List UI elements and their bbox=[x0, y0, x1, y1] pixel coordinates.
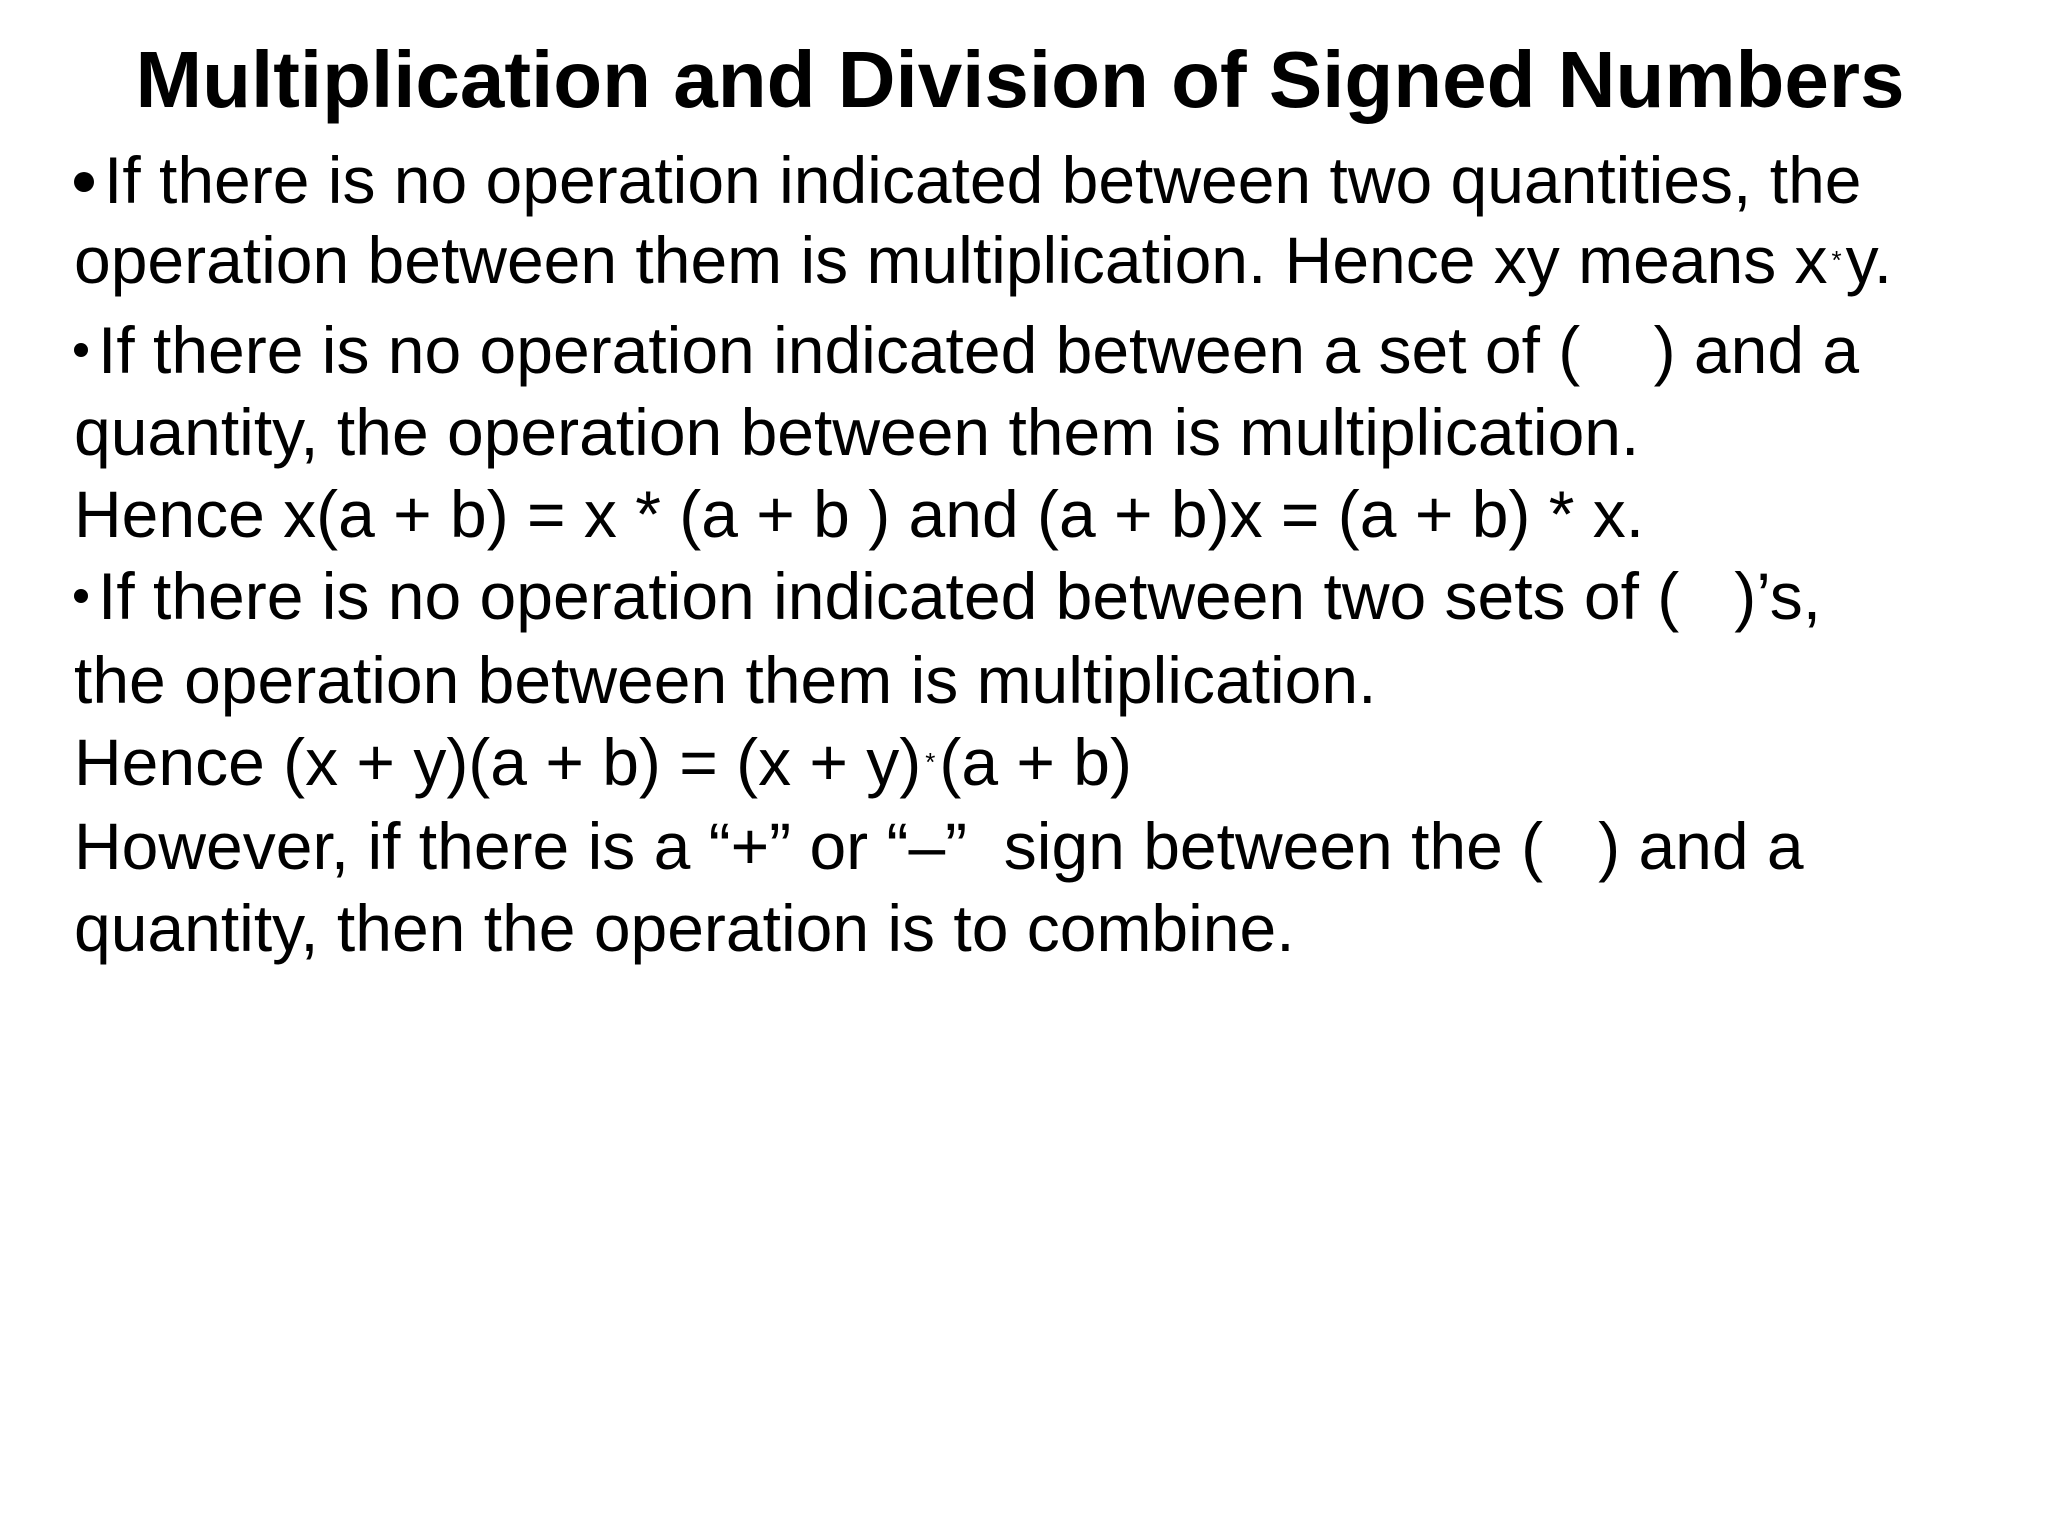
multiply-star: * bbox=[1831, 244, 1842, 275]
bullet-3-text-1: If there is no operation indicated between two sets of ( )’s, bbox=[98, 559, 1822, 633]
bullet-1-text-2-end: y. bbox=[1845, 223, 1893, 297]
bullet-3-line-3 bbox=[74, 722, 1132, 808]
multiply-star: * bbox=[925, 746, 936, 777]
bullet-3-text-3-end: (a + b) bbox=[939, 725, 1132, 799]
bullet-dot-icon bbox=[74, 343, 88, 357]
note-line-2 bbox=[74, 888, 1295, 968]
bullet-3-text-2: the operation between them is multiplication. bbox=[74, 643, 1377, 717]
bullet-2-line-1 bbox=[74, 310, 1859, 390]
note-line-1 bbox=[74, 806, 1804, 886]
bullet-2-line-2 bbox=[74, 392, 1639, 472]
bullet-1-text-1: If there is no operation indicated between two quantities, the bbox=[104, 143, 1862, 217]
bullet-2-text-1: If there is no operation indicated between a set of ( ) and a bbox=[98, 313, 1860, 387]
bullet-1-text-2: operation between them is multiplication. Hence xy means x bbox=[74, 223, 1828, 297]
bullet-3-text-3: Hence (x + y)(a + b) = (x + y) bbox=[74, 725, 922, 799]
bullet-2-text-3: Hence x(a + b) = x * (a + b ) and (a + b)x = (a + b) * x. bbox=[74, 477, 1645, 551]
bullet-2-line-3 bbox=[74, 474, 1644, 554]
bullet-dot-icon bbox=[74, 172, 94, 192]
bullet-1-line-2 bbox=[74, 220, 1892, 306]
slide-title: Multiplication and Division of Signed Numbers bbox=[135, 35, 1905, 124]
bullet-3-line-2 bbox=[74, 640, 1376, 720]
bullet-3-line-1 bbox=[74, 556, 1821, 636]
bullet-1-line-1 bbox=[74, 140, 1861, 220]
bullet-2-text-2: quantity, the operation between them is multiplication. bbox=[74, 395, 1640, 469]
bullet-dot-icon bbox=[74, 589, 88, 603]
note-text-1: However, if there is a “+” or “–” sign between the ( ) and a bbox=[74, 809, 1804, 883]
note-text-2: quantity, then the operation is to combine. bbox=[74, 891, 1295, 965]
